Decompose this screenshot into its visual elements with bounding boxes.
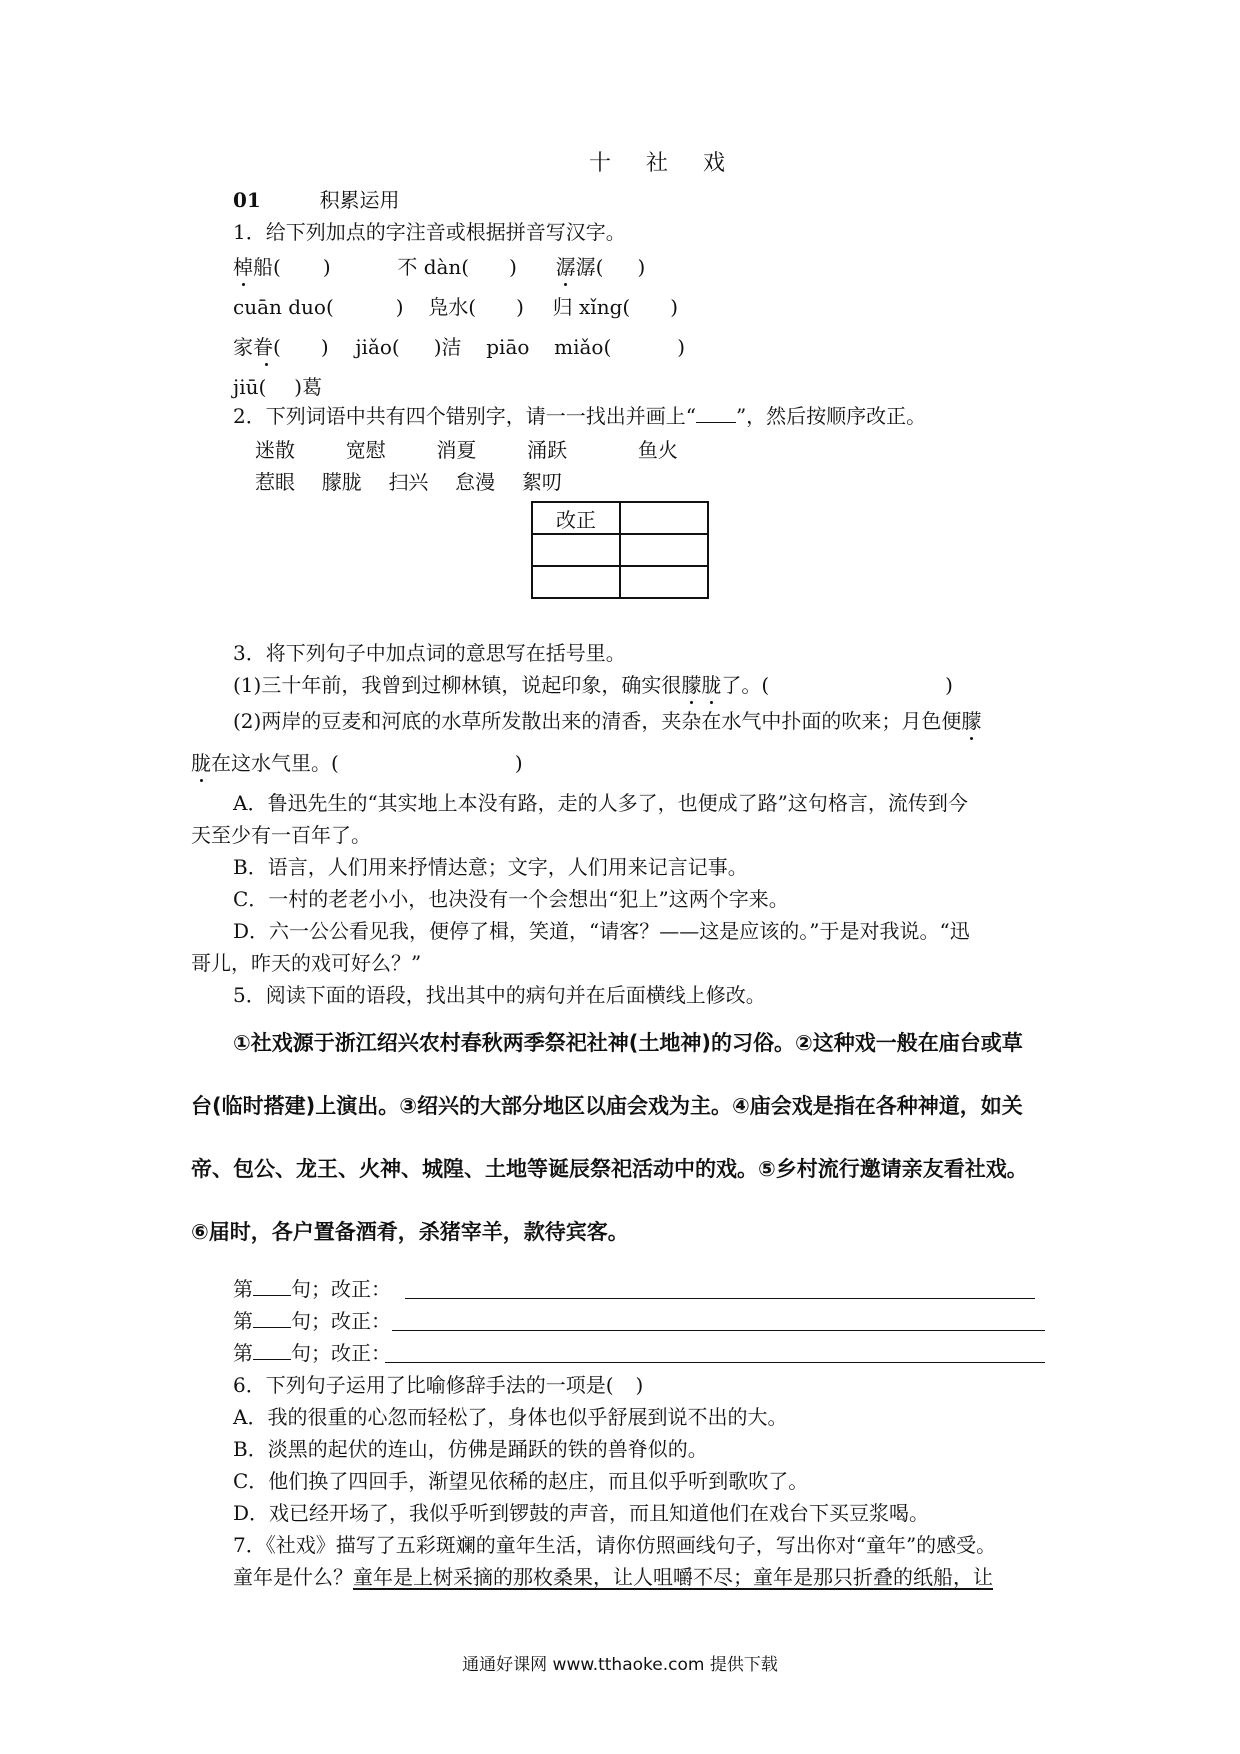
q1-text: 不 dàn( bbox=[397, 255, 470, 279]
underline-sample bbox=[696, 404, 736, 423]
q2-prompt-text: 2．下列词语中共有四个错别字，请一一找出并画上“ bbox=[233, 404, 696, 428]
sentence-number-blank[interactable] bbox=[253, 1309, 291, 1328]
q2-word: 鱼火 bbox=[637, 438, 678, 462]
q1-text: cuān duo( bbox=[233, 295, 334, 319]
q5-passage-line: ⑥届时，各户置备酒肴，杀猪宰羊，款待宾客。 bbox=[191, 1220, 629, 1244]
q1-text: 归 xǐng( bbox=[552, 295, 631, 319]
q1-text: jiǎo( bbox=[355, 335, 400, 359]
q5-answer-label: 句；改正： bbox=[291, 1277, 391, 1301]
q1-text: jiū( bbox=[233, 375, 267, 399]
q7-text bbox=[233, 1563, 993, 1591]
q1-char: 棹 bbox=[233, 255, 253, 279]
q1-text: 凫水( bbox=[428, 295, 477, 319]
q5-answer-label: 句；改正： bbox=[291, 1341, 391, 1365]
q2-word: 消夏 bbox=[436, 438, 477, 462]
q1-text: miǎo( bbox=[554, 335, 612, 359]
q4-option-c: C．一村的老老小小，也决没有一个会想出“犯上”这两个字来。 bbox=[233, 887, 789, 911]
correction-header: 改正 bbox=[532, 502, 620, 534]
q7-underlined-sentence: 童年是上树采摘的那枚桑果，让人咀嚼不尽；童年是那只折叠的纸船，让 bbox=[353, 1565, 993, 1589]
q2-word: 迷散 bbox=[255, 438, 295, 462]
q5-answer-blank[interactable] bbox=[392, 1330, 1045, 1331]
page-title: 十 社 戏 bbox=[589, 151, 739, 176]
q2-word: 涌跃 bbox=[527, 438, 568, 462]
q1-prompt: 1．给下列加点的字注音或根据拼音写汉字。 bbox=[233, 220, 626, 244]
q1-text: ) bbox=[516, 295, 524, 319]
q6-prompt-text: 6．下列句子运用了比喻修辞手法的一项是( bbox=[233, 1373, 614, 1397]
q1-char: 潺 bbox=[555, 255, 576, 279]
q2-word: 惹眼 bbox=[255, 470, 295, 494]
q3-dotted-word: 朦胧 bbox=[681, 673, 722, 697]
q6-prompt-text: ) bbox=[635, 1373, 644, 1397]
section-label: 积累运用 bbox=[319, 188, 400, 212]
q1-row4 bbox=[233, 373, 322, 401]
q1-text: 船( bbox=[253, 255, 281, 279]
q2-word: 絮叨 bbox=[521, 470, 562, 494]
q5-prompt: 5．阅读下面的语段，找出其中的病句并在后面横线上修改。 bbox=[233, 983, 766, 1007]
q6-option-b: B．淡黑的起伏的连山，仿佛是踊跃的铁的兽脊似的。 bbox=[233, 1437, 708, 1461]
q7-lead: 童年是什么？ bbox=[233, 1565, 353, 1589]
q3-sentence-1 bbox=[233, 671, 953, 699]
q2-word: 扫兴 bbox=[388, 470, 429, 494]
correction-cell[interactable] bbox=[620, 534, 708, 566]
q3-prompt: 3．将下列句子中加点词的意思写在括号里。 bbox=[233, 641, 626, 665]
q1-text: ) bbox=[395, 295, 404, 319]
q2-prompt-text: ”，然后按顺序改正。 bbox=[735, 404, 927, 428]
correction-cell[interactable] bbox=[532, 566, 620, 598]
q2-word: 宽慰 bbox=[345, 438, 386, 462]
q5-answer-label: 第 bbox=[233, 1341, 253, 1365]
correction-cell[interactable] bbox=[620, 502, 708, 534]
q1-text: ) bbox=[509, 255, 517, 279]
q5-answer-line bbox=[233, 1275, 391, 1303]
q5-answer-blank[interactable] bbox=[405, 1298, 1035, 1299]
q3-text: ) bbox=[514, 751, 523, 775]
q1-text: 潺( bbox=[575, 255, 604, 279]
footer-credit: 通通好课网 www.tthaoke.com 提供下载 bbox=[462, 1655, 778, 1675]
q3-dotted-char: 胧 bbox=[191, 751, 211, 775]
q2-word: 朦胧 bbox=[321, 470, 362, 494]
q5-answer-label: 第 bbox=[233, 1277, 253, 1301]
q5-passage-line: 台(临时搭建)上演出。③绍兴的大部分地区以庙会戏为主。④庙会戏是指在各种神道，如关 bbox=[191, 1094, 1023, 1118]
q1-text: ) bbox=[637, 255, 646, 279]
q3-dotted-char: 朦 bbox=[961, 709, 982, 733]
q4-option-d: D．六一公公看见我，便停了楫，笑道，“请客？——这是应该的。”于是对我说。“迅 bbox=[233, 919, 970, 943]
q3-text: (2)两岸的豆麦和河底的水草所发散出来的清香，夹杂在水气中扑面的吹来；月色便 bbox=[233, 709, 962, 733]
correction-table bbox=[531, 501, 709, 599]
q5-passage-line: 帝、包公、龙王、火神、城隍、土地等诞辰祭祀活动中的戏。⑤乡村流行邀请亲友看社戏。 bbox=[191, 1157, 1028, 1181]
q3-text: ) bbox=[945, 673, 953, 697]
q1-char: 眷( bbox=[253, 335, 281, 359]
q6-option-a: A．我的很重的心忽而轻松了，身体也似乎舒展到说不出的大。 bbox=[233, 1405, 788, 1429]
q2-words-row1 bbox=[255, 436, 678, 464]
q3-sentence-2a bbox=[233, 707, 981, 735]
q5-answer-line bbox=[233, 1339, 391, 1367]
q5-answer-line bbox=[233, 1307, 391, 1335]
q1-text: ) bbox=[322, 255, 331, 279]
q2-words-row2 bbox=[255, 468, 562, 496]
q3-sentence-2b bbox=[191, 749, 523, 777]
q1-text: ) bbox=[670, 295, 678, 319]
sentence-number-blank[interactable] bbox=[253, 1341, 291, 1360]
q1-text: ) bbox=[677, 335, 686, 359]
q1-text: ) bbox=[320, 335, 329, 359]
q5-passage-line: ①社戏源于浙江绍兴农村春秋两季祭祀社神(土地神)的习俗。②这种戏一般在庙台或草 bbox=[233, 1031, 1023, 1055]
q1-row2 bbox=[233, 293, 678, 321]
section-header bbox=[233, 186, 400, 214]
correction-cell[interactable] bbox=[620, 566, 708, 598]
q3-text: 在这水气里。( bbox=[211, 751, 339, 775]
q1-text: piāo bbox=[486, 335, 530, 359]
q5-answer-label: 第 bbox=[233, 1309, 253, 1333]
q6-prompt bbox=[233, 1371, 643, 1399]
q1-row1 bbox=[233, 253, 645, 281]
section-number: 01 bbox=[233, 188, 261, 212]
q7-prompt: 7．《社戏》描写了五彩斑斓的童年生活，请你仿照画线句子，写出你对“童年”的感受。 bbox=[233, 1533, 997, 1557]
q2-word: 怠漫 bbox=[455, 470, 496, 494]
correction-cell[interactable] bbox=[532, 534, 620, 566]
q6-option-d: D．戏已经开场了，我似乎听到锣鼓的声音，而且知道他们在戏台下买豆浆喝。 bbox=[233, 1501, 930, 1525]
q2-prompt bbox=[233, 402, 926, 430]
q1-text: )洁 bbox=[433, 335, 462, 359]
q4-option-d-cont: 哥儿，昨天的戏可好么？” bbox=[191, 951, 422, 975]
q4-option-a-cont: 天至少有一百年了。 bbox=[191, 823, 371, 847]
q1-text: 家 bbox=[233, 335, 253, 359]
q5-answer-blank[interactable] bbox=[385, 1362, 1045, 1363]
q4-option-b: B．语言，人们用来抒情达意；文字，人们用来记言记事。 bbox=[233, 855, 748, 879]
q1-row3 bbox=[233, 333, 685, 361]
q6-option-c: C．他们换了四回手，渐望见依稀的赵庄，而且似乎听到歌吹了。 bbox=[233, 1469, 809, 1493]
sentence-number-blank[interactable] bbox=[253, 1277, 291, 1296]
q3-text: 了。( bbox=[721, 673, 770, 697]
q4-option-a: A．鲁迅先生的“其实地上本没有路，走的人多了，也便成了路”这句格言，流传到今 bbox=[233, 791, 968, 815]
q1-text: )葛 bbox=[294, 375, 323, 399]
q5-answer-label: 句；改正： bbox=[291, 1309, 391, 1333]
q3-text: (1)三十年前，我曾到过柳林镇，说起印象，确实很 bbox=[233, 673, 682, 697]
